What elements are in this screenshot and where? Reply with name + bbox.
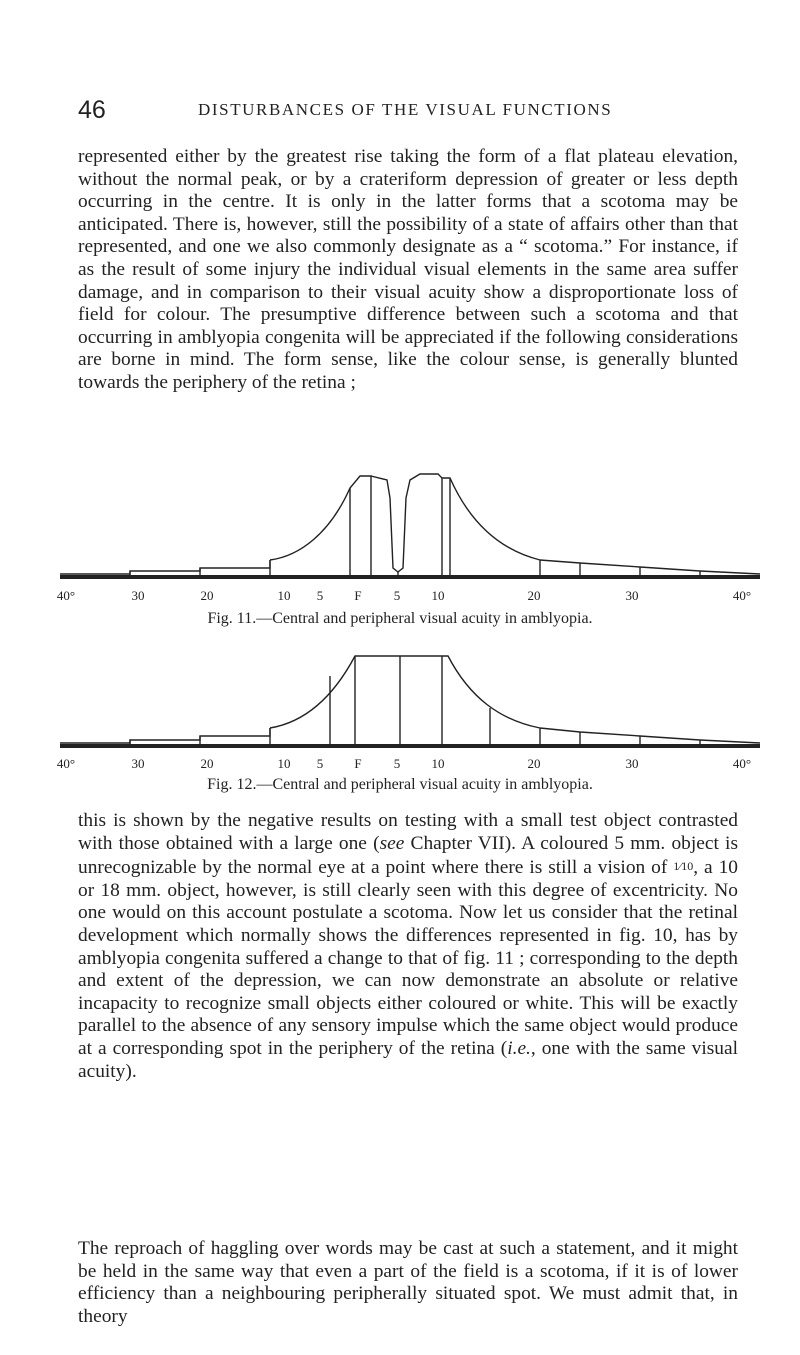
right-fall-curve <box>442 478 760 574</box>
paragraph-1: represented either by the greatest rise taking the form of a flat plateau elevation, without the normal peak, or by a crateriform depression of greater or less depth occurring in the centre. It is only in the latter forms that a scotoma may be anticipated. There is, however, still the possibility of a state of affairs other than that represented, and one we also commonly designate as a “ scotoma.” For instance, if as the result of some injury the individual visual elements in the same area suffer damage, and in comparison to their visual acuity show a disproportionate loss of field for colour. The presumptive difference between such a scotoma and that occurring in amblyopia congenita will be appreciated if the following considerations are borne in mind. The form sense, like the colour sense, is generally blunted towards the periphery of the retina ; <box>78 146 738 393</box>
tick-label: 30 <box>131 588 145 603</box>
tick-label: 20 <box>200 588 214 603</box>
tick-label: 20 <box>527 756 541 771</box>
tick-label: 30 <box>131 756 145 771</box>
tick-label: 10 <box>431 588 445 603</box>
figure-11-graph <box>0 468 800 586</box>
tick-label: 20 <box>527 588 541 603</box>
ie-abbrev: i.e. <box>507 1037 531 1059</box>
figure-12-caption: Fig. 12.—Central and peripheral visual acuity in amblyopia. <box>207 776 593 793</box>
figure-11-caption: Fig. 11.—Central and peripheral visual acuity in amblyopia. <box>207 610 593 627</box>
paragraph-2-text: Chapter VII). A coloured 5 mm. object is unrecognizable by the normal eye at a point where there is still a vision of <box>78 832 738 879</box>
flat-plateau <box>270 656 442 728</box>
tick-label: 20 <box>200 756 214 771</box>
tick-label: 40° <box>56 588 76 603</box>
paragraph-3: The reproach of haggling over words may be cast at such a statement, and it might be held in the same way that even a part of the field is a scotoma, if it is of lower efficiency than a neighbouring peripherally situated spot. We must admit that, in theory <box>78 1238 738 1327</box>
paragraph-2-text: this is shown by the negative results on testing with a small test object contrasted with those obtained with a large one ( <box>78 810 738 854</box>
running-head: DISTURBANCES OF THE VISUAL FUNCTIONS <box>198 100 613 119</box>
page-number: 46 <box>78 96 106 124</box>
tick-label: 5 <box>393 756 401 771</box>
paragraph-2-text: , one with the same visual acuity). <box>78 1037 738 1082</box>
figure-12 <box>0 648 800 798</box>
page-header <box>78 96 736 126</box>
tick-label: 30 <box>625 588 639 603</box>
figure-12-graph <box>0 648 800 756</box>
tick-label: 5 <box>316 588 324 603</box>
left-steps <box>60 560 270 574</box>
left-steps <box>60 728 270 743</box>
see-ref: see <box>379 832 405 854</box>
tick-label: 10 <box>431 756 445 771</box>
paragraph-2-text: , a 10 or 18 mm. object, however, is still clearly seen with this degree of excentricity. No one would on this account postulate a scotoma. Now let us consider that the retinal development which normally shows the differences represented in fig. 10, has by amblyopia congenita suffered a change to that of fig. 11 ; corresponding to the depth and extent of the depression, we can now demonstrate an absolute or relative incapacity to recognize small objects either coloured or white. This will be exactly parallel to the absence of any sensory impulse which the same object would produce at a corresponding spot in the periphery of the retina ( <box>78 857 738 1059</box>
left-rise-curve <box>270 476 371 577</box>
paragraph-2 <box>78 810 738 1083</box>
figure-12-axis <box>0 756 800 774</box>
tick-label: 10 <box>277 756 291 771</box>
tick-label: 40° <box>732 756 752 771</box>
tick-label: 40° <box>56 756 76 771</box>
figure-11-axis <box>0 588 800 606</box>
tick-label: 40° <box>732 588 752 603</box>
tick-label: F <box>354 756 362 771</box>
tick-label: 5 <box>316 756 324 771</box>
tick-label: 30 <box>625 756 639 771</box>
tick-label: 10 <box>277 588 291 603</box>
figure-11 <box>0 468 800 630</box>
fraction: 1⁄10 <box>673 859 694 874</box>
tick-label: 5 <box>393 588 401 603</box>
central-depression <box>371 474 442 577</box>
tick-label: F <box>354 588 362 603</box>
